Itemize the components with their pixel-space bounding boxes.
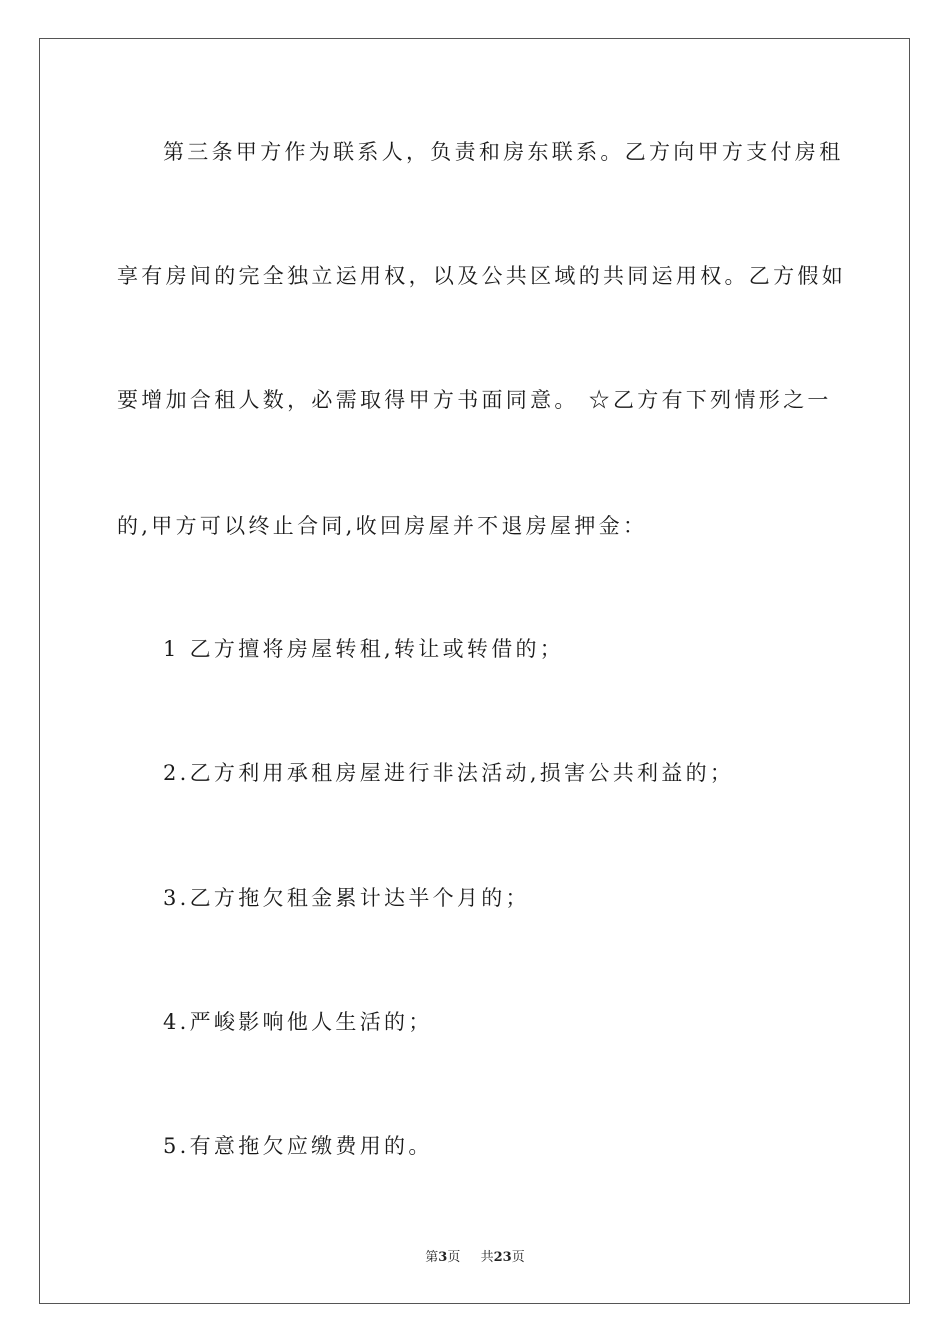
total-label-prefix: 共 <box>480 1250 494 1265</box>
paragraph-line-4: 的,甲方可以终止合同,收回房屋并不退房屋押金： <box>117 514 648 538</box>
page-number: 3 <box>438 1250 448 1265</box>
paragraph-line-1: 第三条甲方作为联系人，负责和房东联系。乙方向甲方支付房租 <box>163 140 844 164</box>
list-item-4: 4.严峻影响他人生活的； <box>163 1010 433 1034</box>
list-item-3: 3.乙方拖欠租金累计达半个月的； <box>163 886 530 910</box>
total-label-suffix: 页 <box>511 1250 525 1265</box>
paragraph-line-3: 要增加合租人数，必需取得甲方书面同意。 ☆乙方有下列情形之一 <box>117 388 832 412</box>
total-pages: 23 <box>493 1250 512 1265</box>
paragraph-line-2: 享有房间的完全独立运用权，以及公共区域的共同运用权。乙方假如 <box>117 264 846 288</box>
list-item-5: 5.有意拖欠应缴费用的。 <box>163 1134 433 1158</box>
page-label-suffix: 页 <box>447 1250 461 1265</box>
page-border <box>39 38 910 1304</box>
page-footer <box>0 1246 950 1265</box>
list-item-1: 1 乙方擅将房屋转租,转让或转借的； <box>163 637 565 661</box>
list-item-2: 2.乙方利用承租房屋进行非法活动,损害公共利益的； <box>163 761 735 785</box>
page-label-prefix: 第 <box>425 1250 439 1265</box>
